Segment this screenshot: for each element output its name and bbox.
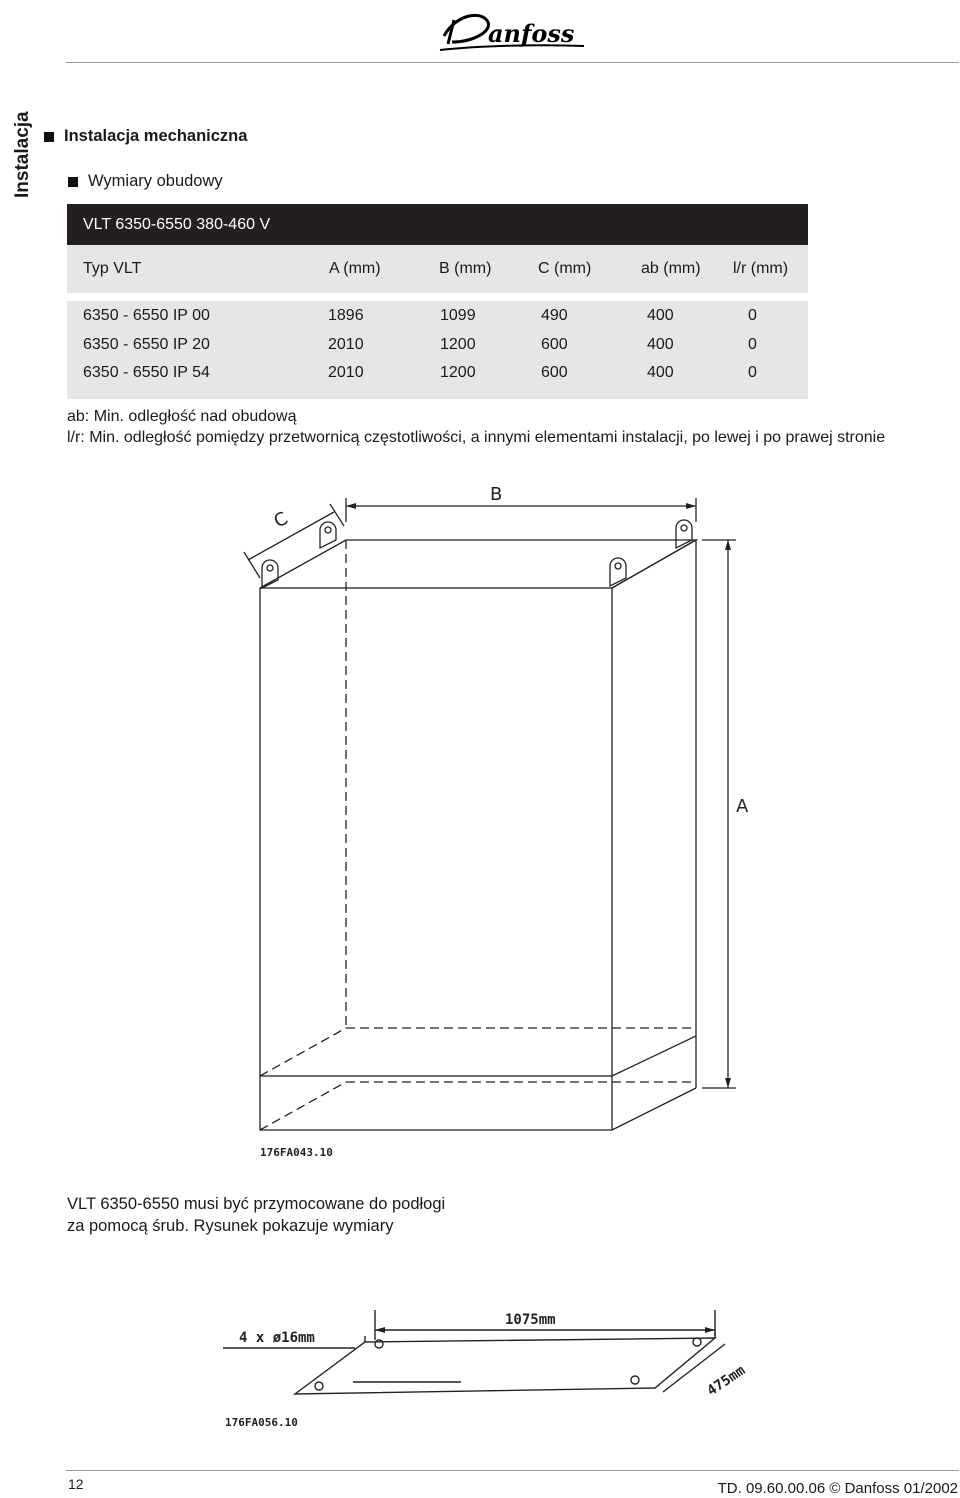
caption-line-2: za pomocą śrub. Rysunek pokazuje wymiary (67, 1217, 394, 1235)
front-face (260, 588, 612, 1076)
table-title: VLT 6350-6550 380-460 V (67, 204, 808, 245)
cell-type: 6350 - 6550 IP 54 (83, 364, 210, 381)
footer-rule (66, 1470, 959, 1471)
square-bullet-icon (68, 177, 78, 187)
cell-ab: 400 (647, 336, 674, 353)
cell-a: 1896 (328, 307, 364, 324)
header-cell-a: A (mm) (329, 260, 381, 277)
header-rule (66, 62, 959, 63)
cell-type: 6350 - 6550 IP 00 (83, 307, 210, 324)
cell-type: 6350 - 6550 IP 20 (83, 336, 210, 353)
cell-a: 2010 (328, 336, 364, 353)
header-cell-b: B (mm) (439, 260, 492, 277)
section-title-text: Instalacja mechaniczna (64, 127, 248, 145)
header-cell-ab: ab (mm) (641, 260, 701, 277)
svg-text:anfoss: anfoss (488, 19, 575, 48)
page-number: 12 (68, 1476, 84, 1492)
top-face (260, 540, 696, 588)
cell-lr: 0 (748, 364, 757, 381)
base-drawing-code: 176FA056.10 (225, 1416, 298, 1429)
section-title (44, 127, 247, 146)
cell-b: 1200 (440, 336, 476, 353)
cell-b: 1099 (440, 307, 476, 324)
note-ab: ab: Min. odległość nad obudową (67, 408, 297, 425)
header-cell-lr: l/r (mm) (733, 260, 789, 277)
table-body (67, 301, 808, 399)
cell-c: 600 (541, 336, 568, 353)
cell-ab: 400 (647, 364, 674, 381)
cell-lr: 0 (748, 307, 757, 324)
label-b: B (490, 484, 503, 505)
section-subtitle (68, 172, 223, 191)
table-header-row (67, 245, 808, 295)
caption (67, 1193, 445, 1237)
base-drawing (215, 1300, 775, 1440)
note-lr: l/r: Min. odległość pomiędzy przetwornicą częstotliwości, a innymi elementami instalacji, po lewej i po prawej stronie (67, 429, 886, 446)
base-plate (295, 1338, 715, 1394)
danfoss-logo (436, 6, 588, 60)
dimensions-table (67, 204, 808, 399)
base-width-label: 1075mm (505, 1312, 556, 1328)
base-holes-label: 4 x ø16mm (239, 1330, 315, 1346)
enclosure-drawing (232, 478, 752, 1168)
document-id: TD. 09.60.00.06 © Danfoss 01/2002 (717, 1480, 958, 1497)
right-face (612, 540, 696, 1076)
side-tab-label: Instalacja (12, 111, 33, 198)
label-a: A (736, 796, 749, 817)
section-subtitle-text: Wymiary obudowy (88, 172, 223, 190)
header-cell-c: C (mm) (538, 260, 592, 277)
cell-c: 490 (541, 307, 568, 324)
base-band (260, 1076, 612, 1130)
header-cell-type: Typ VLT (83, 260, 142, 277)
cell-b: 1200 (440, 364, 476, 381)
label-c: C (270, 507, 292, 533)
base-depth-label: 475mm (704, 1362, 749, 1400)
cell-a: 2010 (328, 364, 364, 381)
cell-c: 600 (541, 364, 568, 381)
cell-ab: 400 (647, 307, 674, 324)
cell-lr: 0 (748, 336, 757, 353)
hidden-edges (260, 540, 696, 1130)
drawing-code: 176FA043.10 (260, 1146, 333, 1159)
caption-line-1: VLT 6350-6550 musi być przymocowane do podłogi (67, 1195, 446, 1213)
side-tab (0, 111, 38, 238)
notes (67, 406, 885, 448)
square-bullet-icon (44, 132, 54, 142)
